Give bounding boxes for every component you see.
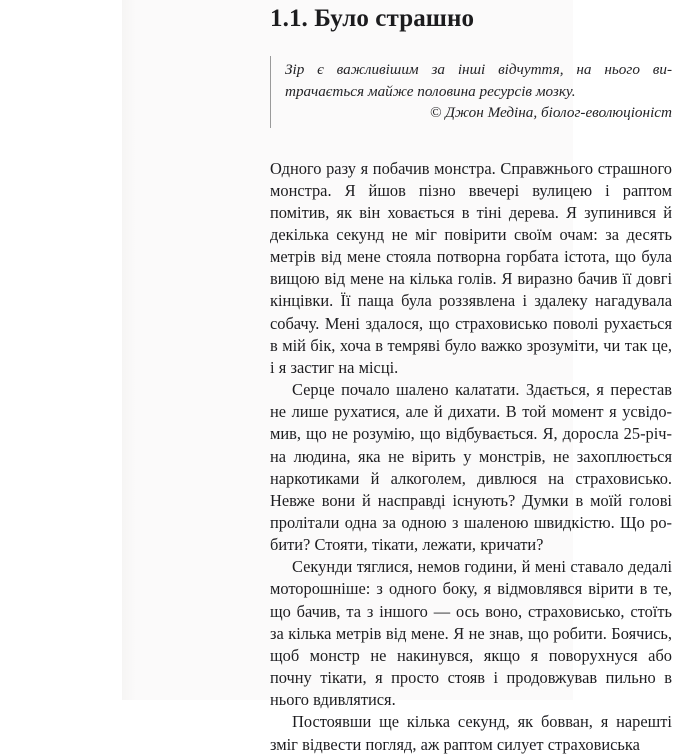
page-content [270, 0, 672, 754]
body-paragraph: Секунди тяглися, немов години, й мені ставало дедалі моторошніше: з одного боку, я відмовлявся вірити в те, що бачив, та з іншого — ось воно, страховисько, стоїть за кілька метрів від мене. Я не знав, що робити. Боячись, щоб монстр не накинувся, якщо я поворухнуся або почну тікати, я просто стояв і продовжував пильно в нього вдивлятися. [270, 557, 672, 710]
body-text [270, 158, 672, 756]
body-paragraph: Постоявши ще кілька секунд, як бовван, я нарешті зміг відвести погляд, аж раптом силует страховиська [270, 712, 672, 754]
epigraph [270, 56, 672, 128]
epigraph-attribution: © Джон Медіна, біолог-еволюціоніст [429, 104, 672, 121]
epigraph-quote: Зір є важливішим за інші відчуття, на нього витрачається майже половина ресурсів мозку. [285, 61, 672, 100]
page-sheet [122, 0, 672, 754]
body-paragraph: Одного разу я побачив монстра. Справжнього страшного монстра. Я йшов пізно ввечері вулицею і раптом помітив, як він ховається в тіні дерева. Я зупинився й декілька секунд не міг повірити своїм очам: за десять метрів від мене стояла потворна горбата істота, що була вищою від мене на кілька голів. Я виразно бачив її довгі кінцівки. Її паща була роззявлена і здалеку нагадувала собачу. Мені здалося, що страховисько поволі рухається в мій бік, хоча в темряві було важко зрозуміти, чи так це, і я застиг на місці. [270, 158, 672, 377]
body-paragraph: Серце почало шалено калатати. Здається, я перестав не лише рухатися, але й дихати. В той момент я усвідомив, що не розумію, що відбувається. Я, доросла 25-річна людина, яка не вірить у монстрів, не захоплюється наркотиками й алкоголем, дивлюся на страховисько. Невже вони й насправді існують? Думки в моїй голові пролітали одна за одною з шаленою швидкістю. Що робити? Стояти, тікати, лежати, кричати? [270, 380, 672, 555]
page-title: 1.1. Було страшно [270, 5, 475, 32]
